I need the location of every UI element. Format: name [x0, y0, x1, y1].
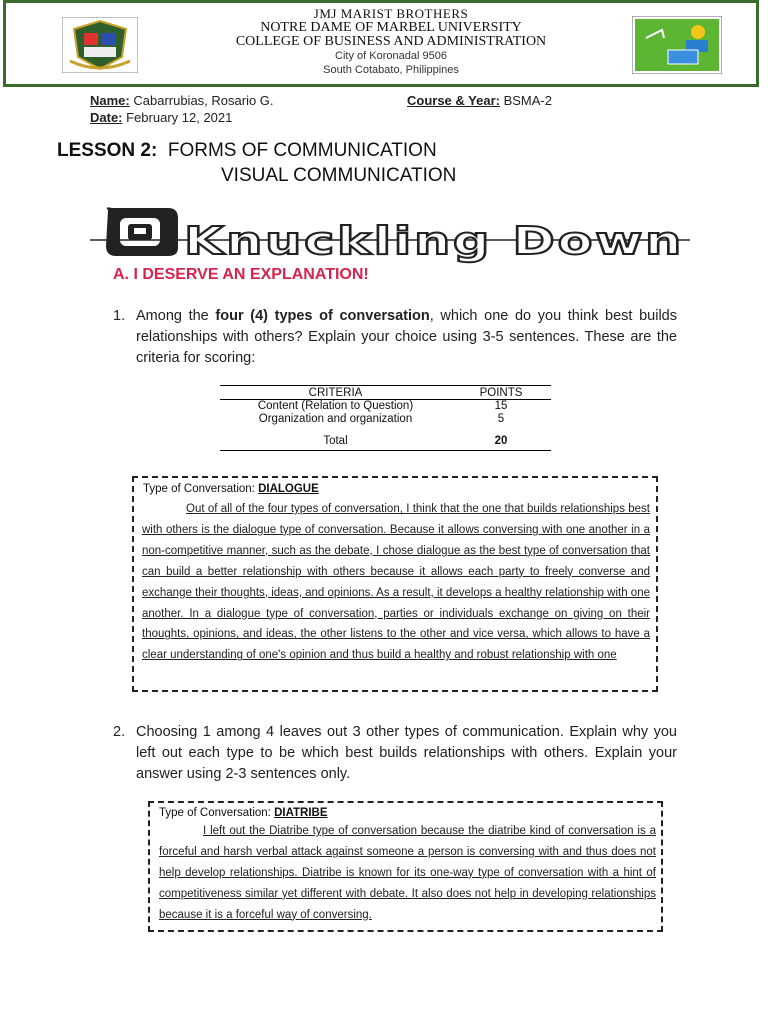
- answer-2-title: [159, 807, 328, 819]
- answer-1-box: [132, 476, 658, 692]
- college-logo-icon: [632, 16, 722, 74]
- criteria-header-row: [220, 386, 551, 400]
- lesson-label: LESSON 2:: [57, 140, 158, 161]
- points-cell: 15: [494, 400, 508, 412]
- question-2-number: 2.: [113, 724, 126, 740]
- criteria-cell: Organization and organization: [258, 413, 413, 425]
- university-seal-icon: [62, 17, 138, 73]
- answer-1-title-prefix: Type of Conversation:: [143, 483, 259, 495]
- answer-1-type: DIALOGUE: [258, 483, 319, 495]
- criteria-cell: Content (Relation to Question): [257, 400, 414, 412]
- answer-2-type: DIATRIBE: [274, 807, 328, 819]
- question-1-number: 1.: [113, 308, 126, 324]
- criteria-table: [220, 385, 551, 451]
- points-column-header: POINTS: [451, 386, 551, 400]
- table-row: [220, 413, 551, 426]
- header-line-university: NOTRE DAME OF MARBEL UNIVERSITY: [260, 20, 522, 35]
- criteria-column-header: CRITERIA: [220, 386, 451, 400]
- header-line-order: JMJ MARIST BROTHERS: [313, 6, 469, 21]
- submission-date: [90, 110, 232, 125]
- answer-2-body: I left out the Diatribe type of conversation because the diatribe kind of conversation is a forceful and harsh verbal attack against someone a person is conversing with and thus does not help develop relationships. Diatribe is known for its one-way type of conversation with a hint of competitiveness similar yet different with debate. It also does not help in developing relationships because it is a forceful way of conversing.: [159, 825, 656, 921]
- name-label: Name:: [90, 93, 130, 108]
- total-label: Total: [220, 426, 451, 451]
- course-label: Course & Year:: [407, 93, 500, 108]
- question-1-text-end: , which one do you think best builds relationships with others? Explain your choice using 3-5 sentences. These are the criteria for scoring:: [136, 308, 677, 366]
- course-value: BSMA-2: [499, 93, 552, 108]
- question-1-text-start: Among the: [136, 308, 216, 324]
- lesson-subtitle: VISUAL COMMUNICATION: [221, 165, 457, 186]
- lesson-heading: [57, 140, 437, 162]
- answer-2-title-prefix: Type of Conversation:: [159, 807, 275, 819]
- question-1: [113, 306, 677, 369]
- total-value: 20: [451, 426, 551, 451]
- points-cell: 5: [497, 413, 505, 425]
- answer-1-title: [143, 483, 319, 495]
- total-row: [220, 426, 551, 451]
- student-name: [90, 93, 274, 108]
- banner-title: Knuckling Down: [184, 219, 684, 263]
- header-line-province: South Cotabato, Philippines: [323, 64, 459, 76]
- question-2: [113, 722, 677, 785]
- university-header: [3, 0, 759, 87]
- question-1-text: [136, 306, 677, 369]
- hand-icon: [106, 207, 178, 256]
- answer-1-body: Out of all of the four types of conversation, I think that the one that builds relationships best with others is the dialogue type of conversation. Because it allows conversing with one another in a non-competitive manner, such as the debate, I chose dialogue as the best type of conversation that can build a better relationship with others because it allows each party to freely converse and exchange their thoughts, ideas, and opinions. As a result, it develops a healthy relationship with one another. In a dialogue type of conversation, parties or individuals exchange on giving on their thoughts, opinions, and ideas, the other listens to the other and vice versa, which allows to have a clear understanding of one's opinion and thus build a healthy and robust relationship with one: [142, 503, 650, 662]
- lesson-title: FORMS OF COMMUNICATION: [157, 140, 437, 161]
- question-1-emphasis: four (4) types of conversation: [215, 308, 430, 324]
- header-line-college: COLLEGE OF BUSINESS AND ADMINISTRATION: [235, 34, 547, 49]
- answer-2-box: [148, 801, 663, 932]
- table-row: [220, 400, 551, 414]
- date-value: February 12, 2021: [122, 110, 233, 125]
- knuckling-down-banner: [90, 204, 690, 264]
- question-2-text: Choosing 1 among 4 leaves out 3 other types of communication. Explain why you left out each type to be which best builds relationships with others. Explain your answer using 2-3 sentences only.: [136, 724, 677, 782]
- course-year: [407, 93, 552, 108]
- name-value: Cabarrubias, Rosario G.: [129, 93, 274, 108]
- section-a-title: A. I DESERVE AN EXPLANATION!: [113, 266, 369, 283]
- date-label: Date:: [90, 110, 123, 125]
- header-line-city: City of Koronadal 9506: [335, 50, 447, 62]
